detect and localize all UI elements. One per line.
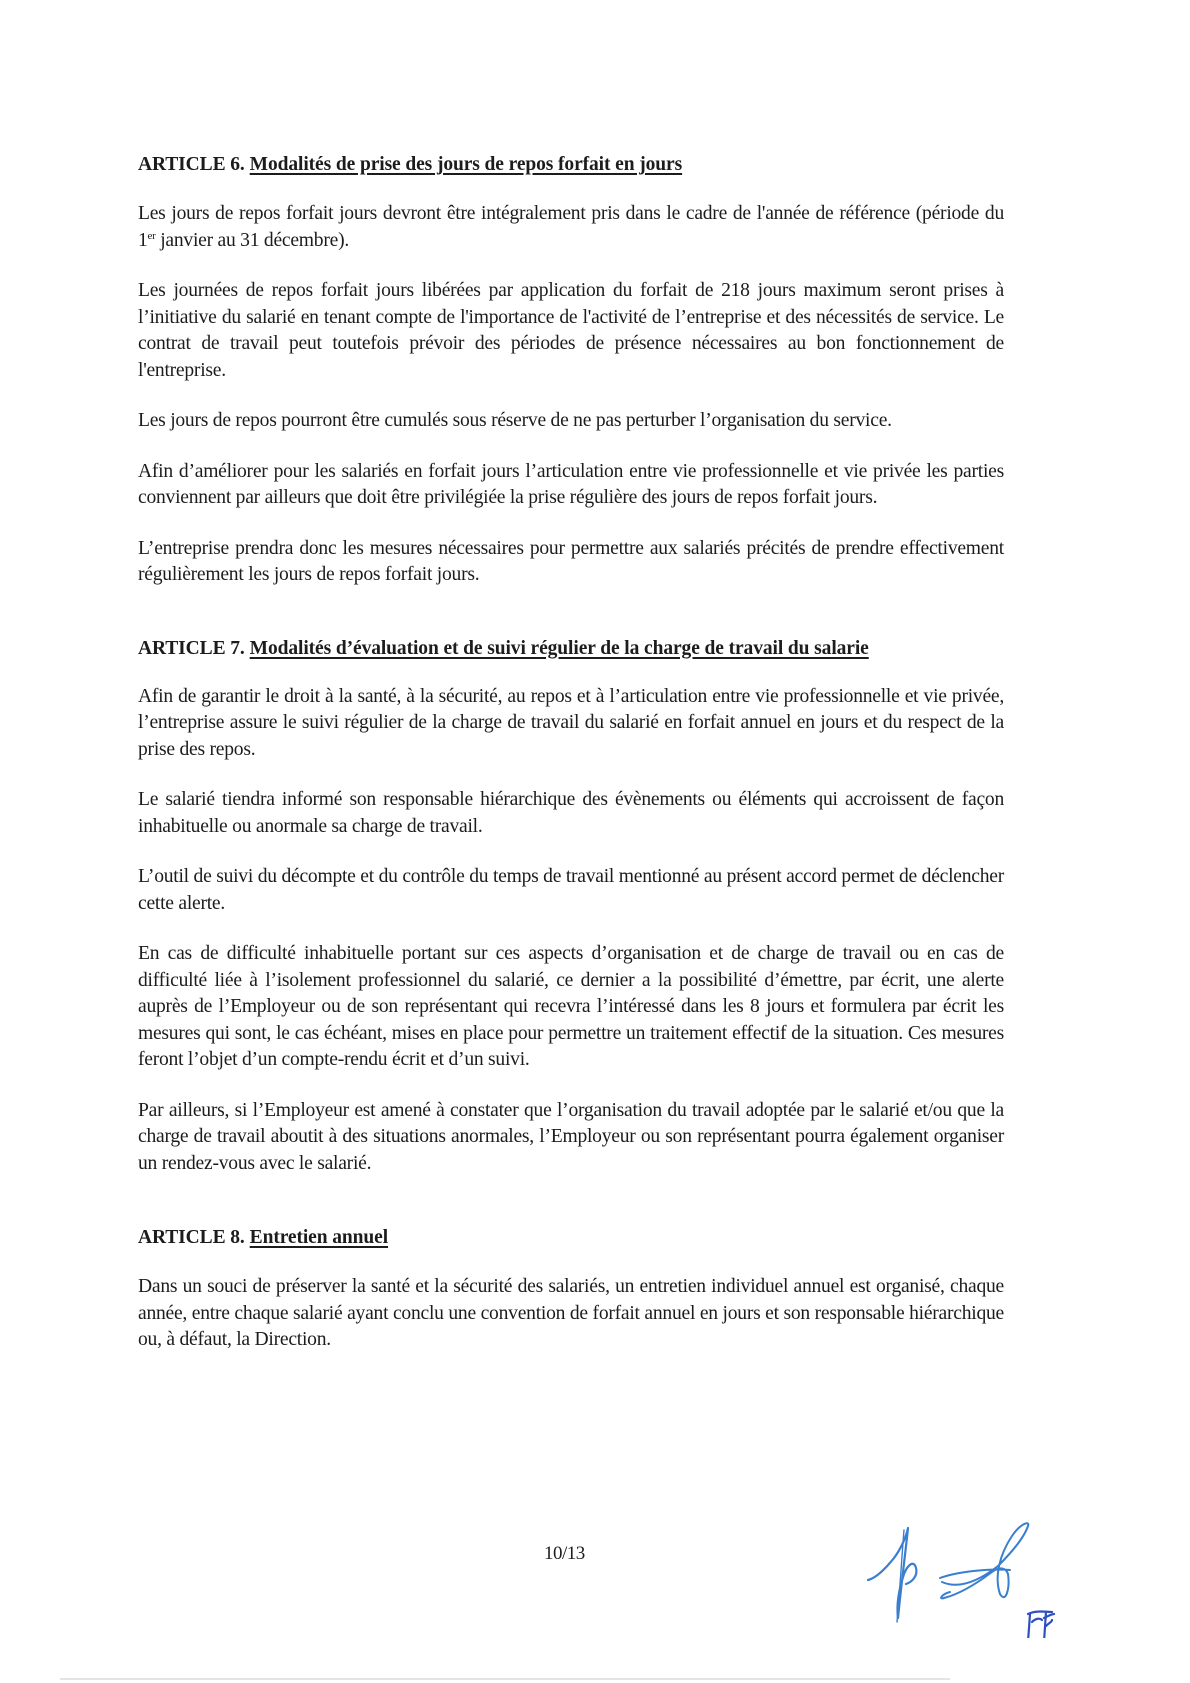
paragraph-text: Les jours de repos forfait jours devront être intégralement pris dans le cadre de l'année de référence (période du 1 (138, 203, 1004, 251)
paragraph: Afin de garantir le droit à la santé, à la sécurité, au repos et à l’articulation entre vie professionnelle et vie privée, l’entreprise assure le suivi régulier de la charge de travail du salarié en forfait annuel en jours et du respect de la prise des repos. (138, 685, 1004, 760)
handwritten-signature (860, 1518, 1080, 1638)
document-page (138, 152, 1004, 1354)
article-number: ARTICLE 6. (138, 154, 245, 175)
paragraph: Le salarié tiendra informé son responsable hiérarchique des évènements ou éléments qui accroissent de façon inhabituelle ou anormale sa charge de travail. (138, 789, 1004, 837)
paragraph-text: janvier au 31 décembre). (155, 229, 349, 251)
article-heading (138, 636, 1004, 662)
article-title: Entretien annuel (249, 1227, 389, 1248)
paragraph: Les journées de repos forfait jours libérées par application du forfait de 218 jours maximum seront prises à l’initiative du salarié en tenant compte de l'importance de l'activité de l’entreprise et des nécessités de service. Le contrat de travail peut toutefois prévoir des périodes de présence nécessaires au bon fonctionnement de l'entreprise. (138, 280, 1004, 381)
paragraph: L’entreprise prendra donc les mesures nécessaires pour permettre aux salariés précités de prendre effectivement régulièrement les jours de repos forfait jours. (138, 537, 1004, 585)
article-6 (138, 152, 1004, 589)
signature-stroke (868, 1528, 916, 1618)
paragraph: En cas de difficulté inhabituelle portant sur ces aspects d’organisation et de charge de travail ou en cas de difficulté liée à l’isolement professionnel du salarié, ce dernier a la possibilité d’émettre, par écrit, une alerte auprès de l’Employeur ou de son représentant qui recevra l’intéressé dans les 8 jours et formulera par écrit les mesures qui sont, le cas échéant, mises en place pour permettre un traitement effectif de la situation. Ces mesures feront l’objet d’un compte-rendu écrit et d’un suivi. (138, 943, 1004, 1070)
article-heading (138, 152, 1004, 178)
superscript-ordinal: er (147, 229, 156, 242)
paragraph: Par ailleurs, si l’Employeur est amené à constater que l’organisation du travail adoptée par le salarié et/ou que la charge de travail aboutit à des situations anormales, l’Employeur ou son représentant pourra également organiser un rendez-vous avec le salarié. (138, 1099, 1004, 1174)
article-title: Modalités d’évaluation et de suivi régulier de la charge de travail du salarie (249, 637, 869, 659)
paragraph: Dans un souci de préserver la santé et la sécurité des salariés, un entretien individuel annuel est organisé, chaque année, entre chaque salarié ayant conclu une convention de forfait annuel en jours et son responsable hiérarchique ou, à défaut, la Direction. (138, 1276, 1004, 1350)
page-number: 10/13 (544, 1543, 585, 1564)
article-title: Modalités de prise des jours de repos forfait en jours (249, 154, 683, 175)
signature-stroke (940, 1523, 1028, 1598)
article-number: ARTICLE 8. (138, 1227, 245, 1248)
article-number: ARTICLE 7. (138, 637, 245, 659)
scan-edge-line (60, 1678, 950, 1680)
article-heading (138, 1225, 1004, 1251)
paragraph: Afin d’améliorer pour les salariés en forfait jours l’articulation entre vie professionnelle et vie privée les parties conviennent par ailleurs que doit être privilégiée la prise régulière des jours de repos forfait jours. (138, 460, 1004, 508)
paragraph: Les jours de repos pourront être cumulés sous réserve de ne pas perturber l’organisation du service. (138, 410, 892, 431)
article-8 (138, 1225, 1004, 1354)
signature-initials-stroke (1028, 1612, 1054, 1639)
paragraph (138, 201, 1004, 254)
paragraph: L’outil de suivi du décompte et du contrôle du temps de travail mentionné au présent accord permet de déclencher cette alerte. (138, 866, 1004, 914)
article-7 (138, 636, 1004, 1178)
